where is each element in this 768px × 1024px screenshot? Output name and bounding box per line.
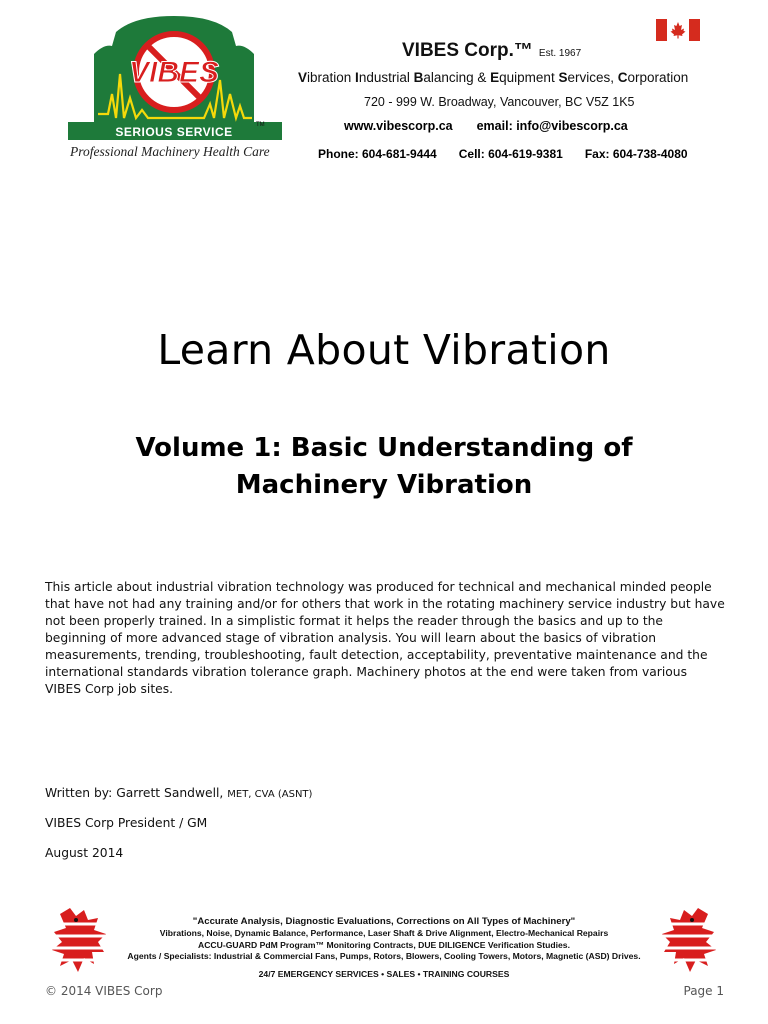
word-rest: quipment <box>499 70 559 85</box>
author-role: VIBES Corp President / GM <box>45 816 208 830</box>
document-subtitle <box>0 430 768 504</box>
fax-number: Fax: 604-738-4080 <box>584 147 688 161</box>
company-full-name <box>298 70 688 85</box>
heraldic-lion-crest-icon <box>652 906 720 978</box>
company-web-email <box>344 119 628 133</box>
company-phones <box>318 147 710 161</box>
word-rest: ervices, <box>567 70 618 85</box>
svg-text:TM: TM <box>256 122 265 128</box>
footer-emergency: 24/7 EMERGENCY SERVICES • SALES • TRAINING COURSES <box>258 968 510 979</box>
company-logo <box>64 14 286 164</box>
footer-services: Vibrations, Noise, Dynamic Balance, Performance, Laser Shaft & Drive Alignment, Electro-Mechanical Repairs <box>159 928 609 938</box>
copyright-notice: © 2014 VIBES Corp <box>45 984 163 998</box>
word-rest: orporation <box>627 70 689 85</box>
svg-text:VIBES: VIBES <box>128 56 220 89</box>
footer-slogan: "Accurate Analysis, Diagnostic Evaluations, Corrections on All Types of Machinery" <box>192 916 576 927</box>
author-credentials: MET, CVA (ASNT) <box>227 789 313 800</box>
subtitle-line-1: Volume 1: Basic Understanding of <box>135 433 633 463</box>
initial-letter: B <box>413 70 424 85</box>
word-rest: alancing & <box>423 70 491 85</box>
abstract-paragraph: This article about industrial vibration technology was produced for technical and mechanical minded people that have not had any training and/or for others that work in the rotating machinery service industry but have not been properly trained. In a simplistic format it helps the reader through the basics and up to the beginning of more advanced stage of vibration analysis. You will learn about the basics of vibration measurements, trending, troubleshooting, fault detection, acceptability, preventative maintenance and the international standards vibration tolerance graph. Machinery photos at the end were taken from various VIBES Corp job sites. <box>45 580 725 696</box>
email-link[interactable]: email: info@vibescorp.ca <box>476 119 628 133</box>
word-rest: ndustrial <box>358 70 414 85</box>
established-year: Est. 1967 <box>538 48 582 59</box>
publication-date: August 2014 <box>45 846 124 860</box>
initial-letter: E <box>490 70 500 85</box>
company-address: 720 - 999 W. Broadway, Vancouver, BC V5Z 1K5 <box>364 95 635 109</box>
initial-letter: C <box>617 70 628 85</box>
heraldic-lion-crest-icon <box>48 906 116 978</box>
footer-services-banner <box>118 916 650 979</box>
vibes-logo-graphic <box>64 14 286 144</box>
website-link[interactable]: www.vibescorp.ca <box>344 119 453 133</box>
company-name-line <box>402 40 581 62</box>
footer-programs: ACCU-GUARD PdM Program™ Monitoring Contracts, DUE DILIGENCE Verification Studies. <box>198 939 570 950</box>
svg-text:SERIOUS SERVICE: SERIOUS SERVICE <box>115 125 233 139</box>
logo-tagline: Professional Machinery Health Care <box>70 144 270 159</box>
initial-letter: V <box>298 70 308 85</box>
author-line <box>45 786 312 800</box>
cell-number: Cell: 604-619-9381 <box>458 147 563 161</box>
subtitle-line-2: Machinery Vibration <box>235 470 533 500</box>
initial-letter: I <box>355 70 359 85</box>
initial-letter: S <box>558 70 568 85</box>
phone-number: Phone: 604-681-9444 <box>318 147 437 161</box>
company-name: VIBES Corp.™ <box>402 40 533 61</box>
author-name: Written by: Garrett Sandwell, <box>45 786 228 800</box>
page-number: Page 1 <box>683 984 724 998</box>
word-rest: ibration <box>307 70 356 85</box>
canada-flag-icon <box>656 19 700 41</box>
document-title: Learn About Vibration <box>157 326 611 374</box>
footer-specialties: Agents / Specialists: Industrial & Commercial Fans, Pumps, Rotors, Blowers, Cooling Towers, Motors, Magnetic (ASD) Drives. <box>127 951 641 961</box>
